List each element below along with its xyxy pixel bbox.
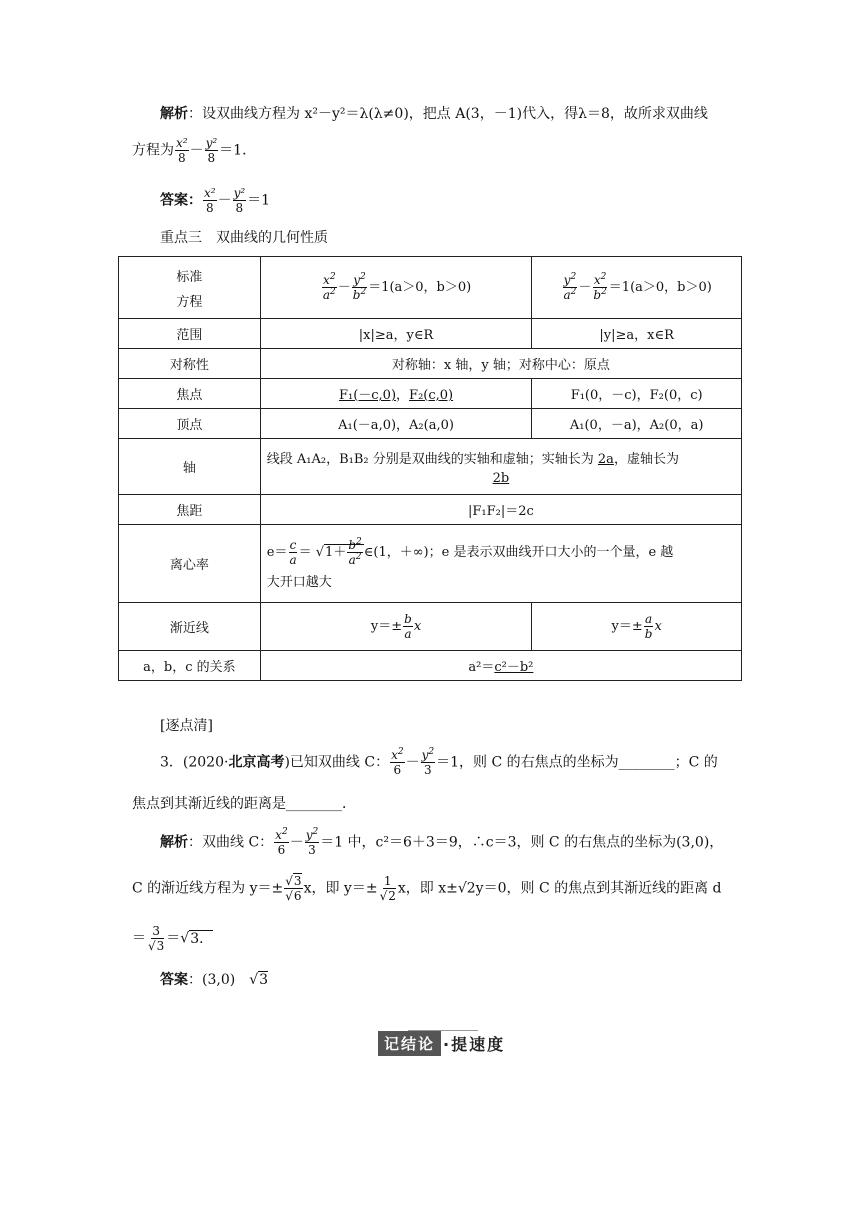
row-label: 对称性 <box>119 349 261 379</box>
frac-num: y² <box>205 136 218 150</box>
axis-text-mid: ，虚轴长为 <box>613 451 679 467</box>
table-row <box>119 409 742 439</box>
table-row <box>119 651 742 681</box>
equals: ＝ <box>166 930 181 947</box>
asym-pre: y＝± <box>370 619 403 634</box>
asym-post: x <box>654 619 662 634</box>
solution-prefix: 方程为 <box>132 142 174 159</box>
cell-axis <box>260 439 741 495</box>
drill-answer-line: 答案：(3,0) √3 <box>160 972 269 988</box>
section-banner <box>378 1030 510 1056</box>
frac-num: a <box>645 612 653 626</box>
solution-text: ：设双曲线方程为 x²－y²＝λ(λ≠0)，把点 A(3，－1)代入，得λ＝8，故所求双曲线 <box>188 106 708 122</box>
focus-1: F₁(0，－c) <box>570 388 637 403</box>
fraction <box>205 136 219 165</box>
banner-label-rest: ·提速度 <box>443 1034 506 1054</box>
row-label: 焦点 <box>119 379 261 409</box>
minus-sign: － <box>189 142 204 159</box>
real-axis-length: 2a <box>597 451 614 467</box>
drill-solution-line-2: C 的渐近线方程为 y＝± $\frac{√3}{√6}$ x，即 y＝± $\frac{1}{√2}$ x，即 x±√2y＝0，则 C 的焦点到其渐近线的距离 d <box>132 874 722 903</box>
table-row <box>119 319 742 349</box>
section-title: 重点三 双曲线的几何性质 <box>160 230 328 246</box>
frac-num: x² <box>176 136 188 150</box>
question-text: ＝1，则 C 的右焦点的坐标为________；C 的 <box>436 754 718 771</box>
frac-num: b <box>404 612 412 626</box>
banner-label: 记结论 <box>378 1031 441 1056</box>
cell-focal-distance: |F₁F₂|＝2c <box>260 495 741 525</box>
label-line: 标准 <box>176 269 203 285</box>
fraction <box>203 186 217 215</box>
frac-num: x² <box>204 186 216 200</box>
table-row <box>119 379 742 409</box>
ecc-tail: ∈(1，＋∞)；e 是表示双曲线开口大小的一个量，e 越 <box>363 544 674 560</box>
cell-symmetry: 对称轴：x 轴，y 轴；对称中心：原点 <box>260 349 741 379</box>
solution-label: 解析 <box>160 106 188 122</box>
table-row <box>119 349 742 379</box>
answer-label: 答案 <box>160 192 188 209</box>
cell-vertex-y: A₁(0，－a)，A₂(0，a) <box>532 409 742 439</box>
minus-sign: － <box>217 192 232 209</box>
row-label: 范围 <box>119 319 261 349</box>
cell-std-x: $\frac{x^2}{a^2}$ － $\frac{y^2}{b^2}$ ＝1(a＞0，b＞0) <box>260 257 532 319</box>
solution-suffix: ＝1． <box>219 142 257 159</box>
ecc-prefix: e＝ <box>266 544 288 560</box>
solution-text: ＝1 中，c²＝6＋3＝9，∴c＝3，则 C 的右焦点的坐标为(3,0)， <box>320 834 724 851</box>
drill-solution-line-1: 解析：双曲线 C： $\frac{x^2}{6}$ － $\frac{y^2}{3}$ ＝1 中，c²＝6＋3＝9，∴c＝3，则 C 的右焦点的坐标为(3,0)， <box>160 827 724 857</box>
answer-value: ＝1 <box>247 192 271 209</box>
cell-range-x: |x|≥a，y∈R <box>260 319 532 349</box>
label-line: 方程 <box>176 294 203 310</box>
cell-focus-x: F₁(－c,0)，F₂(c,0) <box>260 379 532 409</box>
row-label: 焦距 <box>119 495 261 525</box>
question-line-1: 3．(2020·北京高考)已知双曲线 C： $\frac{x^2}{6}$ － $\frac{y^2}{3}$ ＝1，则 C 的右焦点的坐标为________；C 的 <box>160 747 718 777</box>
frac-den: b <box>644 627 653 641</box>
row-label <box>119 257 261 319</box>
table-row <box>119 257 742 319</box>
imag-axis-length: 2b <box>492 470 510 486</box>
focus-1: F₁(－c,0) <box>338 388 397 403</box>
fraction <box>233 186 247 215</box>
solution-text: x，即 x± <box>397 880 458 897</box>
solution-line-2 <box>132 136 256 165</box>
row-label: a，b，c 的关系 <box>119 651 261 681</box>
solution-line-1 <box>160 104 708 124</box>
drill-heading: [逐点清] <box>160 718 213 734</box>
banner-decoration <box>408 1030 478 1035</box>
solution-text: x，即 y＝± <box>303 880 378 897</box>
row-label: 渐近线 <box>119 603 261 651</box>
cell-asymptote-y <box>532 603 742 651</box>
solution-text: ：双曲线 C： <box>188 834 274 851</box>
cell-eccentricity: e＝ $\frac{c}{a}$ ＝ √1＋ $\frac{b^2}{a^2}$ ∈(1，＋∞)；e 是表示双曲线开口大小的一个量，e 越 大开口越大 <box>260 525 741 603</box>
cell-relation <box>260 651 741 681</box>
question-line-2: 焦点到其渐近线的距离是________． <box>132 796 356 812</box>
cell-focus-y: F₁(0，－c)，F₂(0，c) <box>532 379 742 409</box>
row-label: 轴 <box>119 439 261 495</box>
answer-line: 答案： $\frac{\text{x²}}{8}$ － $\frac{\text{y²}}{8}$ ＝1 <box>160 186 271 215</box>
result: 3． <box>190 930 214 947</box>
row-label: 顶点 <box>119 409 261 439</box>
focus-2: F₂(c,0) <box>409 388 454 403</box>
table-row <box>119 439 742 495</box>
frac-den: 8 <box>205 201 214 215</box>
cell-asymptote-x <box>260 603 532 651</box>
fraction <box>175 136 189 165</box>
asym-pre: y＝± <box>611 619 643 634</box>
relation-pre: a²＝ <box>468 660 495 675</box>
table-row <box>119 495 742 525</box>
table-row <box>119 525 742 603</box>
solution-text: C 的渐近线方程为 y＝± <box>132 880 284 897</box>
axis-text: 线段 A₁A₂，B₁B₂ 分别是双曲线的实轴和虚轴；实轴长为 <box>266 451 598 467</box>
hyperbola-properties-table <box>118 256 742 681</box>
frac-den: 8 <box>207 151 216 165</box>
equals: ＝ <box>132 930 146 947</box>
question-text: )已知双曲线 C： <box>284 754 390 771</box>
frac-num: y² <box>233 186 246 200</box>
question-source: 北京高考 <box>228 754 285 771</box>
solution-label: 解析 <box>160 834 188 851</box>
std-tail: ＝1(a＞0，b＞0) <box>368 280 472 295</box>
frac-den: a <box>404 627 412 641</box>
std-tail: ＝1(a＞0，b＞0) <box>608 280 712 295</box>
frac-den: 8 <box>177 151 186 165</box>
asym-post: x <box>413 619 422 634</box>
row-label: 离心率 <box>119 525 261 603</box>
cell-vertex-x: A₁(－a,0)，A₂(a,0) <box>260 409 532 439</box>
cell-range-y: |y|≥a，x∈R <box>532 319 742 349</box>
solution-text: 2y＝0，则 C 的焦点到其渐近线的距离 d <box>466 880 722 897</box>
frac-den: 8 <box>235 201 244 215</box>
answer-label: 答案 <box>160 972 188 988</box>
cell-std-y: $\frac{y^2}{a^2}$ － $\frac{x^2}{b^2}$ ＝1(a＞0，b＞0) <box>532 257 742 319</box>
answer-value: 3 <box>259 972 269 988</box>
focus-2: F₂(0，c) <box>649 388 703 403</box>
answer-value: ：(3,0) <box>188 972 250 988</box>
ecc-line2: 大开口越大 <box>266 574 332 590</box>
question-number: 3．(2020· <box>160 754 229 771</box>
table-row <box>119 603 742 651</box>
drill-solution-line-3: ＝ $\frac{3}{√3}$ ＝√3． <box>132 924 214 953</box>
relation-value: c²－b² <box>494 660 534 675</box>
